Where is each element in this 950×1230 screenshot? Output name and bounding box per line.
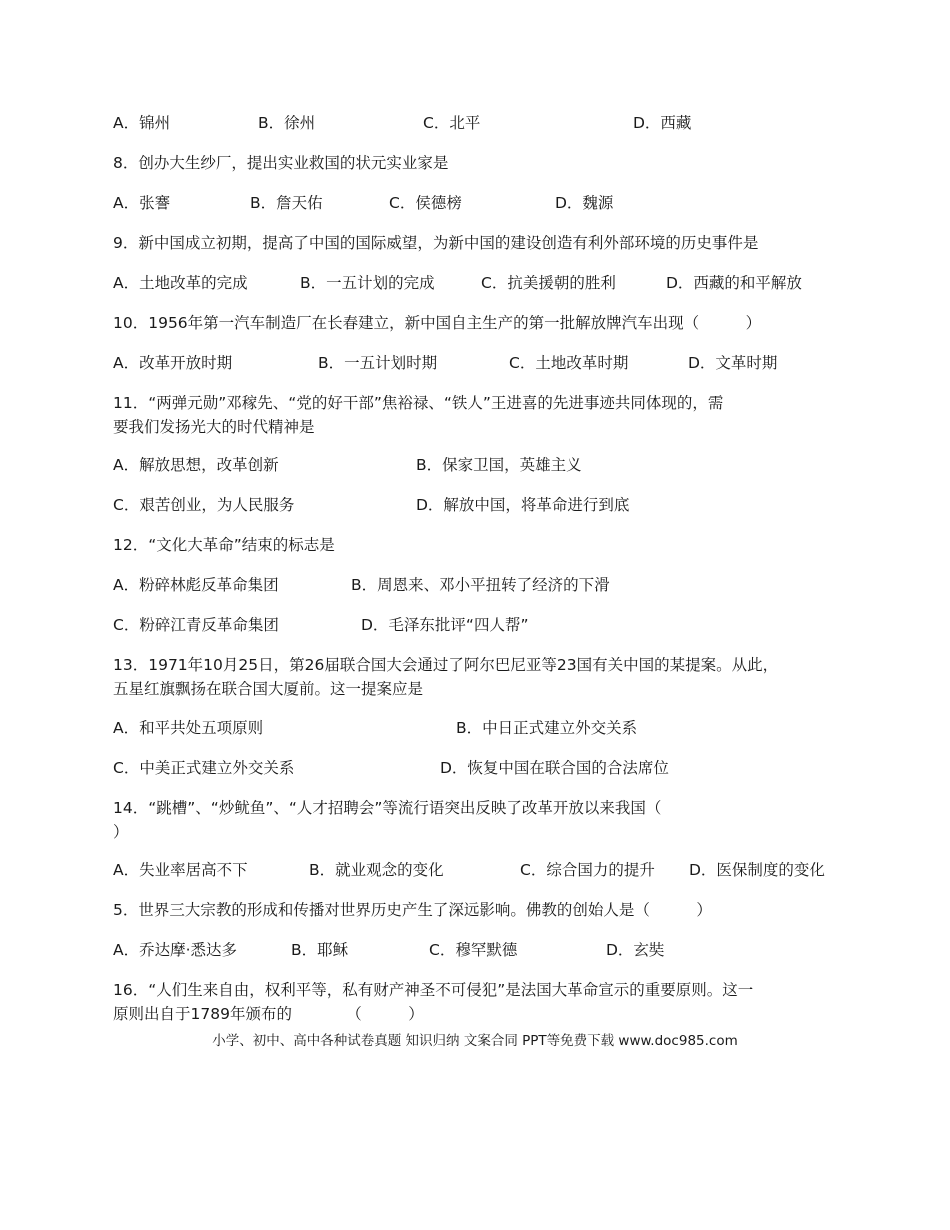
q12-option-c[interactable]: C．粉碎江青反革命集团 — [113, 616, 279, 634]
q15-option-a[interactable]: A．乔达摩·悉达多 — [113, 941, 238, 959]
q8-option-d[interactable]: D．魏源 — [555, 194, 614, 212]
q9-option-c[interactable]: C．抗美援朝的胜利 — [481, 274, 616, 292]
q11-option-d[interactable]: D．解放中国，将革命进行到底 — [416, 496, 630, 514]
q16-stem-line1: 16．“人们生来自由，权利平等，私有财产神圣不可侵犯”是法国大革命宣示的重要原则。这一 — [113, 981, 754, 999]
q16-stem-line2: 原则出自于1789年颁布的 （ ） — [113, 1005, 424, 1023]
q15-option-b[interactable]: B．耶稣 — [291, 941, 349, 959]
q15-option-c[interactable]: C．穆罕默德 — [429, 941, 518, 959]
q14-option-a[interactable]: A．失业率居高不下 — [113, 861, 248, 879]
q14-stem-line1: 14．“跳槽”、“炒鱿鱼”、“人才招聘会”等流行语突出反映了改革开放以来我国（ — [113, 799, 662, 817]
q11-option-b[interactable]: B．保家卫国，英雄主义 — [416, 456, 582, 474]
q10-option-d[interactable]: D．文革时期 — [688, 354, 778, 372]
q12-stem: 12．“文化大革命”结束的标志是 — [113, 536, 335, 554]
q8-option-b[interactable]: B．詹天佑 — [250, 194, 323, 212]
page-footer: 小学、初中、高中各种试卷真题 知识归纳 文案合同 PPT等免费下载 www.doc985.com — [212, 1033, 738, 1049]
q8-option-a[interactable]: A．张謇 — [113, 194, 171, 212]
q7-option-b[interactable]: B．徐州 — [258, 114, 316, 132]
q9-option-a[interactable]: A．土地改革的完成 — [113, 274, 248, 292]
q15-option-d[interactable]: D．玄奘 — [606, 941, 665, 959]
q11-stem-line2: 要我们发扬光大的时代精神是 — [113, 418, 315, 436]
q13-option-d[interactable]: D．恢复中国在联合国的合法席位 — [440, 759, 669, 777]
q10-option-a[interactable]: A．改革开放时期 — [113, 354, 233, 372]
q12-option-b[interactable]: B．周恩来、邓小平扭转了经济的下滑 — [351, 576, 610, 594]
q7-option-a[interactable]: A．锦州 — [113, 114, 171, 132]
q10-option-b[interactable]: B．一五计划时期 — [318, 354, 438, 372]
q9-stem: 9．新中国成立初期，提高了中国的国际威望，为新中国的建设创造有利外部环境的历史事件是 — [113, 234, 759, 252]
q11-option-c[interactable]: C．艰苦创业，为人民服务 — [113, 496, 295, 514]
q7-option-c[interactable]: C．北平 — [423, 114, 481, 132]
q9-option-b[interactable]: B．一五计划的完成 — [300, 274, 435, 292]
q8-option-c[interactable]: C．侯德榜 — [389, 194, 462, 212]
q14-option-c[interactable]: C．综合国力的提升 — [520, 861, 655, 879]
q11-option-a[interactable]: A．解放思想，改革创新 — [113, 456, 279, 474]
q10-stem: 10．1956年第一汽车制造厂在长春建立，新中国自主生产的第一批解放牌汽车出现（ ） — [113, 314, 762, 332]
q13-stem-line1: 13．1971年10月25日，第26届联合国大会通过了阿尔巴尼亚等23国有关中国的某提案。从此， — [113, 656, 779, 674]
q13-option-c[interactable]: C．中美正式建立外交关系 — [113, 759, 295, 777]
q9-option-d[interactable]: D．西藏的和平解放 — [666, 274, 802, 292]
q10-option-c[interactable]: C．土地改革时期 — [509, 354, 629, 372]
q14-option-d[interactable]: D．医保制度的变化 — [689, 861, 825, 879]
q12-option-d[interactable]: D．毛泽东批评“四人帮” — [361, 616, 529, 634]
q13-option-a[interactable]: A．和平共处五项原则 — [113, 719, 264, 737]
q11-stem-line1: 11．“两弹元勋”邓稼先、“党的好干部”焦裕禄、“铁人”王进喜的先进事迹共同体现的，需 — [113, 394, 724, 412]
q13-stem-line2: 五星红旗飘扬在联合国大厦前。这一提案应是 — [113, 680, 424, 698]
q15-stem: 5．世界三大宗教的形成和传播对世界历史产生了深远影响。佛教的创始人是（ ） — [113, 901, 712, 919]
q14-stem-line2: ） — [113, 823, 129, 841]
q13-option-b[interactable]: B．中日正式建立外交关系 — [456, 719, 638, 737]
q7-option-d[interactable]: D．西藏 — [633, 114, 692, 132]
q8-stem: 8．创办大生纱厂，提出实业救国的状元实业家是 — [113, 154, 449, 172]
q12-option-a[interactable]: A．粉碎林彪反革命集团 — [113, 576, 279, 594]
q14-option-b[interactable]: B．就业观念的变化 — [309, 861, 444, 879]
